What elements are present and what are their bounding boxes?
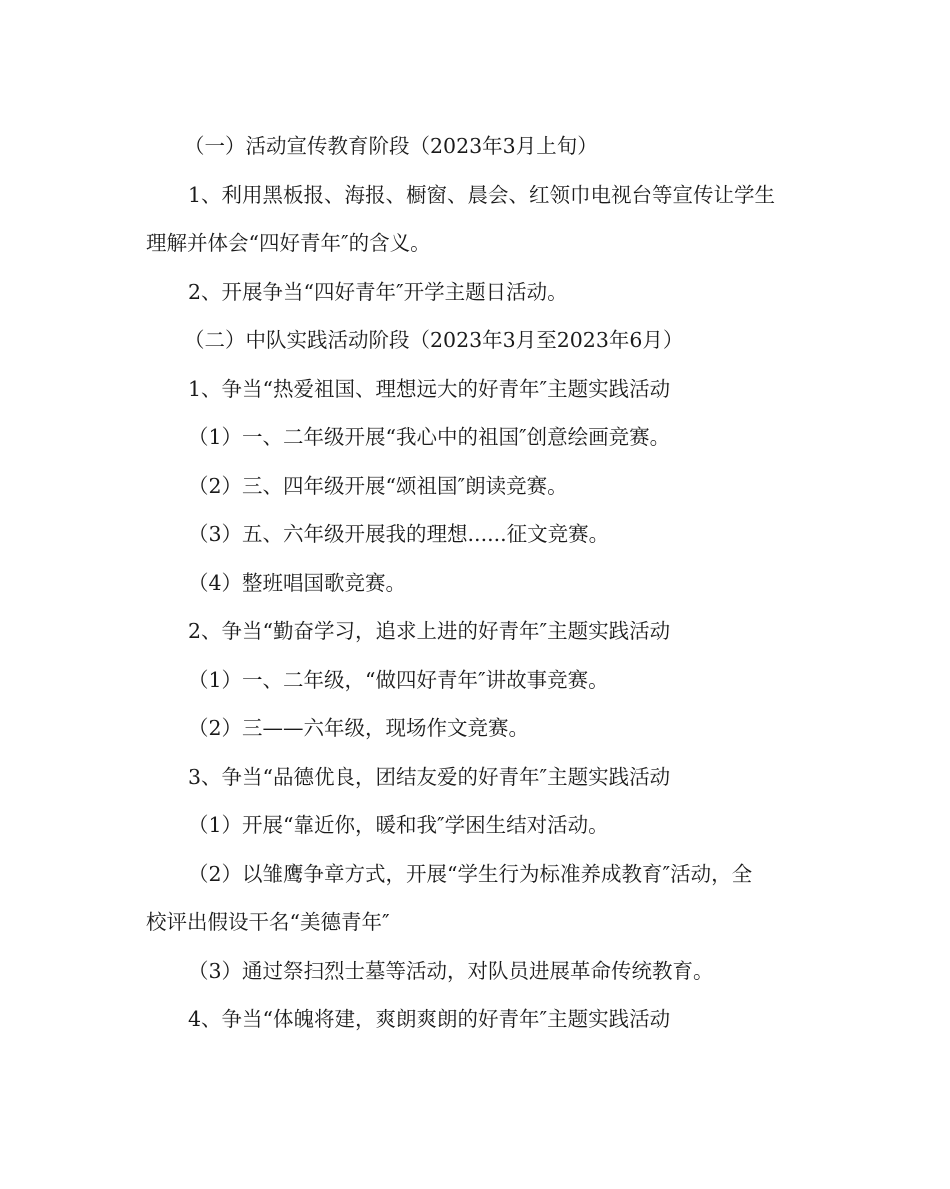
sub-item-2-1-1: （1）一、二年级开展“我心中的祖国″创意绘画竞赛。	[188, 425, 671, 449]
sub-item-2-3-3: （3）通过祭扫烈士墓等活动，对队员进展革命传统教育。	[188, 959, 714, 983]
paragraph-2-1: 1、争当“热爱祖国、理想远大的好青年″主题实践活动	[188, 377, 671, 401]
sub-item-2-3-2: （2）以雏鹰争章方式，开展“学生行为标准养成教育″活动，全	[188, 862, 753, 886]
section-heading-2: （二）中队实践活动阶段（2023年3月至2023年6月）	[184, 328, 684, 352]
sub-item-2-2-2: （2）三——六年级，现场作文竞赛。	[188, 716, 530, 740]
paragraph-1-1-continued: 理解并体会“四好青年″的含义。	[146, 231, 431, 255]
sub-item-2-1-4: （4）整班唱国歌竞赛。	[188, 571, 407, 595]
sub-item-2-1-3: （3）五、六年级开展我的理想......征文竞赛。	[188, 522, 610, 546]
sub-item-2-1-2: （2）三、四年级开展“颂祖国″朗读竞赛。	[188, 474, 568, 498]
paragraph-2-2: 2、争当“勤奋学习，追求上进的好青年″主题实践活动	[188, 619, 671, 643]
paragraph-2-4: 4、争当“体魄将建，爽朗爽朗的好青年″主题实践活动	[188, 1007, 671, 1031]
sub-item-2-3-1: （1）开展“靠近你，暖和我″学困生结对活动。	[188, 813, 609, 837]
paragraph-2-3: 3、争当“品德优良，团结友爱的好青年″主题实践活动	[188, 765, 671, 789]
sub-item-2-2-1: （1）一、二年级，“做四好青年″讲故事竞赛。	[188, 668, 609, 692]
paragraph-1-1: 1、利用黑板报、海报、橱窗、晨会、红领巾电视台等宣传让学生	[188, 183, 776, 207]
paragraph-1-2: 2、开展争当“四好青年″开学主题日活动。	[188, 280, 568, 304]
sub-item-2-3-2-continued: 校评出假设干名“美德青年″	[146, 910, 390, 934]
section-heading-1: （一）活动宣传教育阶段（2023年3月上旬）	[184, 134, 598, 158]
